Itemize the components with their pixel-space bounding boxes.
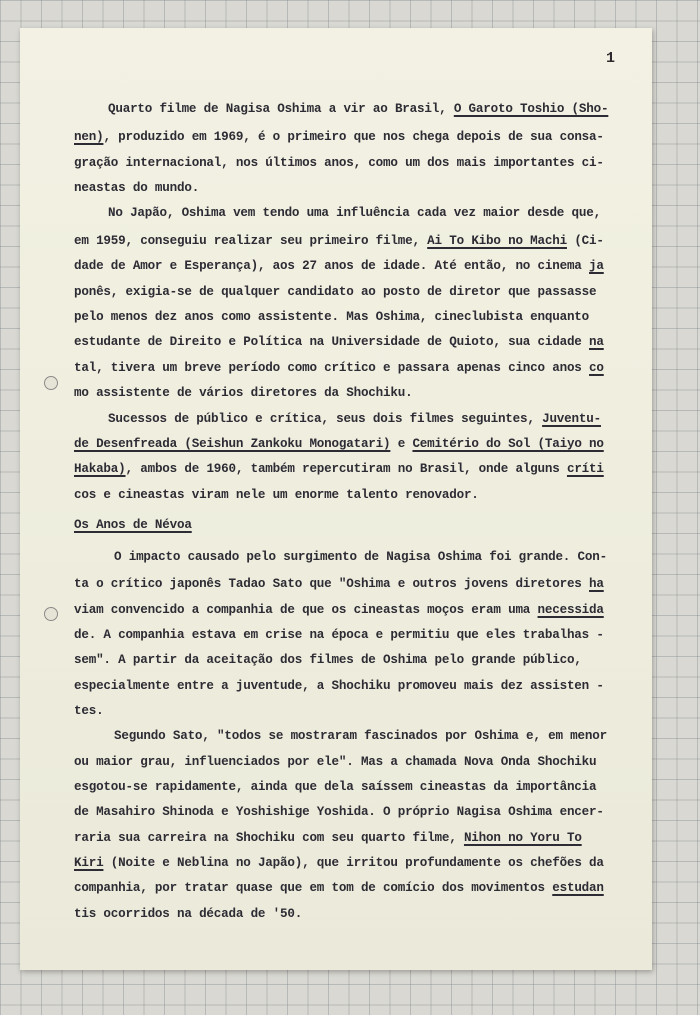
text-segment: esgotou-se rapidamente, ainda que dela saíssem cineastas da importância: [74, 780, 597, 794]
text-segment: raria sua carreira na Shochiku com seu quarto filme,: [74, 831, 464, 845]
text-line: [74, 517, 192, 533]
text-line: [74, 703, 103, 719]
underlined-text: Nihon no Yoru To: [463, 831, 582, 845]
underlined-text: Cemitério do Sol (Taiyo no: [412, 437, 604, 451]
text-line: [74, 180, 199, 196]
text-line: [74, 436, 604, 452]
text-segment: neastas do mundo.: [74, 181, 200, 195]
text-line: [108, 205, 601, 221]
text-segment: especialmente entre a juventude, a Shochiku promoveu mais dez assisten -: [74, 679, 604, 693]
underlined-text: Juventu-: [542, 412, 601, 426]
text-line: [74, 678, 604, 694]
text-line: [74, 855, 604, 871]
text-line: [108, 411, 601, 427]
text-segment: e: [390, 437, 413, 451]
text-segment: (Ci-: [566, 234, 604, 248]
text-line: [74, 779, 596, 795]
text-segment: de Masahiro Shinoda e Yoshishige Yoshida. O próprio Nagisa Oshima encer-: [74, 805, 604, 819]
underlined-text: co: [589, 361, 604, 375]
text-line: [74, 385, 412, 401]
text-segment: Sucessos de público e crítica, seus dois filmes seguintes,: [108, 412, 543, 426]
underlined-text: Kiri: [74, 856, 104, 870]
underlined-text: na: [589, 335, 604, 349]
text-line: [108, 101, 608, 117]
page-number: 1: [606, 50, 616, 67]
text-segment: (Noite e Neblina no Japão), que irritou profundamente os chefões da: [103, 856, 604, 870]
text-segment: cos e cineastas viram nele um enorme talento renovador.: [74, 488, 479, 502]
underlined-text: Os Anos de Névoa: [74, 518, 192, 532]
underlined-text: Ai To Kibo no Machi: [427, 234, 567, 248]
text-line: [74, 652, 582, 668]
text-segment: tal, tivera um breve período como crítico e passara apenas cinco anos: [74, 361, 590, 375]
text-line: [74, 627, 604, 643]
text-segment: pelo menos dez anos como assistente. Mas Oshima, cineclubista enquanto: [74, 310, 590, 324]
text-segment: de. A companhia estava em crise na época e permitiu que eles trabalhas -: [74, 628, 604, 642]
text-line: [74, 129, 604, 145]
text-segment: companhia, por tratar quase que em tom de comício dos movimentos: [74, 881, 553, 895]
text-line: [74, 487, 479, 503]
text-segment: ta o crítico japonês Tadao Sato que "Oshima e outros jovens diretores: [74, 577, 590, 591]
underlined-text: ha: [589, 577, 604, 591]
text-segment: mo assistente de vários diretores da Shochiku.: [74, 386, 413, 400]
text-segment: viam convencido a companhia de que os cineastas moços eram uma: [74, 603, 538, 617]
text-line: [74, 804, 604, 820]
underlined-text: Hakaba): [74, 462, 126, 476]
text-line: [74, 754, 596, 770]
text-line: [74, 309, 589, 325]
underlined-text: críti: [566, 462, 604, 476]
underlined-text: nen): [74, 130, 104, 144]
text-segment: No Japão, Oshima vem tendo uma influência cada vez maior desde que,: [108, 206, 601, 220]
underlined-text: estudan: [552, 881, 604, 895]
text-segment: sem". A partir da aceitação dos filmes de Oshima pelo grande público,: [74, 653, 582, 667]
text-segment: ou maior grau, influenciados por ele". Mas a chamada Nova Onda Shochiku: [74, 755, 597, 769]
text-line: [114, 549, 607, 565]
text-line: [74, 602, 604, 618]
text-line: [74, 155, 604, 171]
text-segment: , produzido em 1969, é o primeiro que nos chega depois de sua consa-: [103, 130, 604, 144]
text-segment: Quarto filme de Nagisa Oshima a vir ao Brasil,: [108, 102, 454, 116]
text-segment: Segundo Sato, "todos se mostraram fascinados por Oshima e, em menor: [114, 729, 607, 743]
text-segment: em 1959, conseguiu realizar seu primeiro filme,: [74, 234, 428, 248]
underlined-text: O Garoto Toshio (Sho-: [453, 102, 609, 116]
text-line: [74, 830, 582, 846]
text-line: [74, 576, 604, 592]
text-segment: estudante de Direito e Política na Universidade de Quioto, sua cidade: [74, 335, 590, 349]
text-line: [114, 728, 607, 744]
text-segment: tis ocorridos na década de '50.: [74, 907, 303, 921]
text-line: [74, 233, 604, 249]
underlined-text: ja: [589, 259, 604, 273]
text-line: [74, 360, 604, 376]
text-line: [74, 284, 596, 300]
text-segment: dade de Amor e Esperança), aos 27 anos de idade. Até então, no cinema: [74, 259, 590, 273]
punch-hole-bottom: [44, 607, 58, 621]
text-segment: gração internacional, nos últimos anos, como um dos mais importantes ci-: [74, 156, 604, 170]
text-segment: , ambos de 1960, também repercutiram no Brasil, onde alguns: [125, 462, 567, 476]
text-line: [74, 258, 604, 274]
punch-hole-top: [44, 376, 58, 390]
text-segment: tes.: [74, 704, 104, 718]
text-line: [74, 461, 604, 477]
text-line: [74, 880, 604, 896]
text-line: [74, 334, 604, 350]
underlined-text: de Desenfreada (Seishun Zankoku Monogatari): [74, 437, 391, 451]
text-segment: O impacto causado pelo surgimento de Nagisa Oshima foi grande. Con-: [114, 550, 607, 564]
underlined-text: necessida: [537, 603, 604, 617]
text-segment: ponês, exigia-se de qualquer candidato ao posto de diretor que passasse: [74, 285, 597, 299]
text-line: [74, 906, 302, 922]
